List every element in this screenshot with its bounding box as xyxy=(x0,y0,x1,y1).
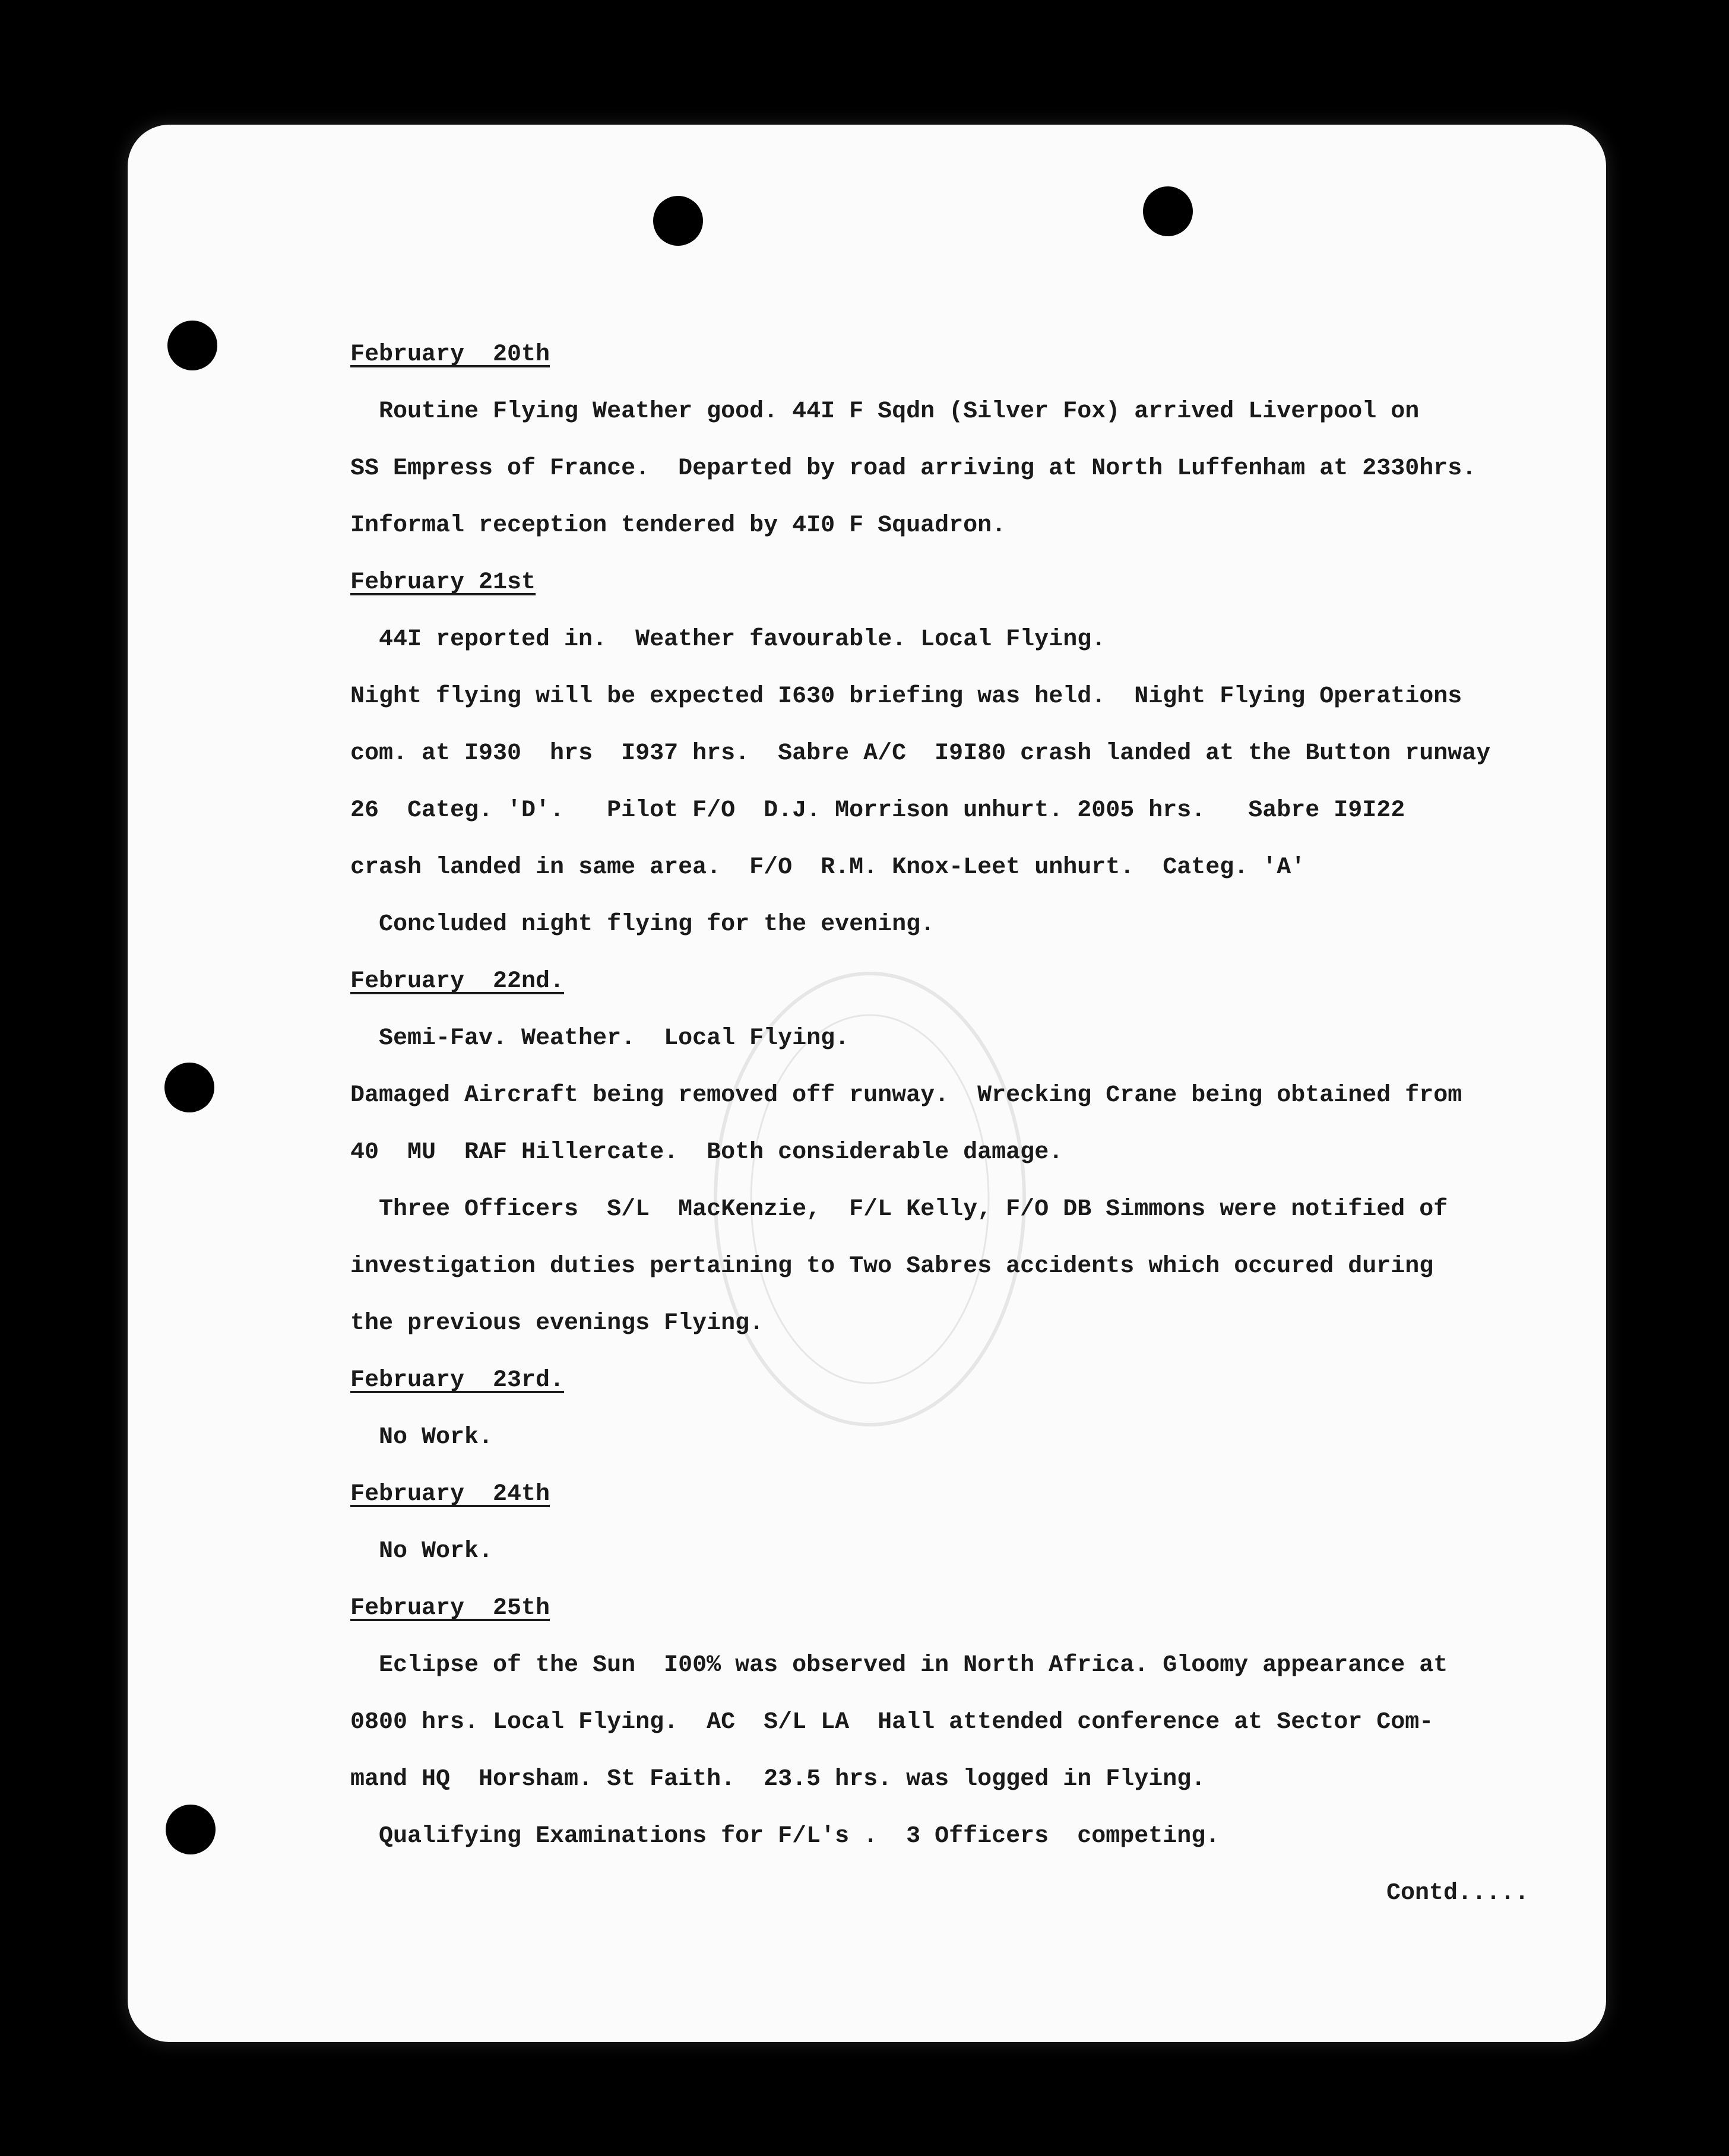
continued-marker: Contd..... xyxy=(1386,1880,1529,1907)
entry-text-line: 0800 hrs. Local Flying. AC S/L LA Hall attended conference at Sector Com- xyxy=(350,1709,1434,1736)
entry-text-line: Damaged Aircraft being removed off runway. Wrecking Crane being obtained from xyxy=(350,1082,1462,1109)
entry-text-line: 44I reported in. Weather favourable. Local Flying. xyxy=(379,626,1106,653)
punch-hole-left-middle xyxy=(164,1063,214,1112)
entry-text-line: 26 Categ. 'D'. Pilot F/O D.J. Morrison unhurt. 2005 hrs. Sabre I9I22 xyxy=(350,797,1405,824)
entry-text-line: investigation duties pertaining to Two Sabres accidents which occured during xyxy=(350,1253,1434,1280)
punch-hole-top-right xyxy=(1143,186,1193,236)
entry-text-line: SS Empress of France. Departed by road arriving at North Luffenham at 2330hrs. xyxy=(350,455,1477,482)
entry-text-line: No Work. xyxy=(379,1538,493,1565)
entry-text-line: crash landed in same area. F/O R.M. Knox-Leet unhurt. Categ. 'A' xyxy=(350,854,1306,881)
entry-text-line: Semi-Fav. Weather. Local Flying. xyxy=(379,1025,850,1052)
diary-text xyxy=(350,326,1585,1922)
entry-text-line: Night flying will be expected I630 briefing was held. Night Flying Operations xyxy=(350,683,1462,710)
entry-text-line: No Work. xyxy=(379,1424,493,1451)
entry-text-line: 40 MU RAF Hillercate. Both considerable damage. xyxy=(350,1139,1063,1166)
entry-text-line: Informal reception tendered by 4I0 F Squadron. xyxy=(350,512,1006,539)
entry-date-heading: February 21st xyxy=(350,569,536,596)
entry-text-line: Routine Flying Weather good. 44I F Sqdn (Silver Fox) arrived Liverpool on xyxy=(379,398,1420,425)
entry-date-heading: February 25th xyxy=(350,1595,550,1622)
entry-date-heading: February 24th xyxy=(350,1481,550,1508)
entry-date-heading: February 20th xyxy=(350,341,550,368)
entry-text-line: Concluded night flying for the evening. xyxy=(379,911,935,938)
entry-text-line: Qualifying Examinations for F/L's . 3 Officers competing. xyxy=(379,1823,1220,1850)
entry-text-line: Eclipse of the Sun I00% was observed in North Africa. Gloomy appearance at xyxy=(379,1652,1448,1679)
punch-hole-left-lower xyxy=(166,1805,216,1854)
entry-text-line: mand HQ Horsham. St Faith. 23.5 hrs. was logged in Flying. xyxy=(350,1766,1206,1793)
punch-hole-left-upper xyxy=(167,321,217,370)
entry-text-line: the previous evenings Flying. xyxy=(350,1310,764,1337)
entry-date-heading: February 22nd. xyxy=(350,968,565,995)
entry-text-line: com. at I930 hrs I937 hrs. Sabre A/C I9I80 crash landed at the Button runway xyxy=(350,740,1491,767)
entry-date-heading: February 23rd. xyxy=(350,1367,565,1394)
document-page xyxy=(128,125,1606,2042)
punch-hole-top-left xyxy=(653,196,703,246)
entry-text-line: Three Officers S/L MacKenzie, F/L Kelly, F/O DB Simmons were notified of xyxy=(379,1196,1448,1223)
